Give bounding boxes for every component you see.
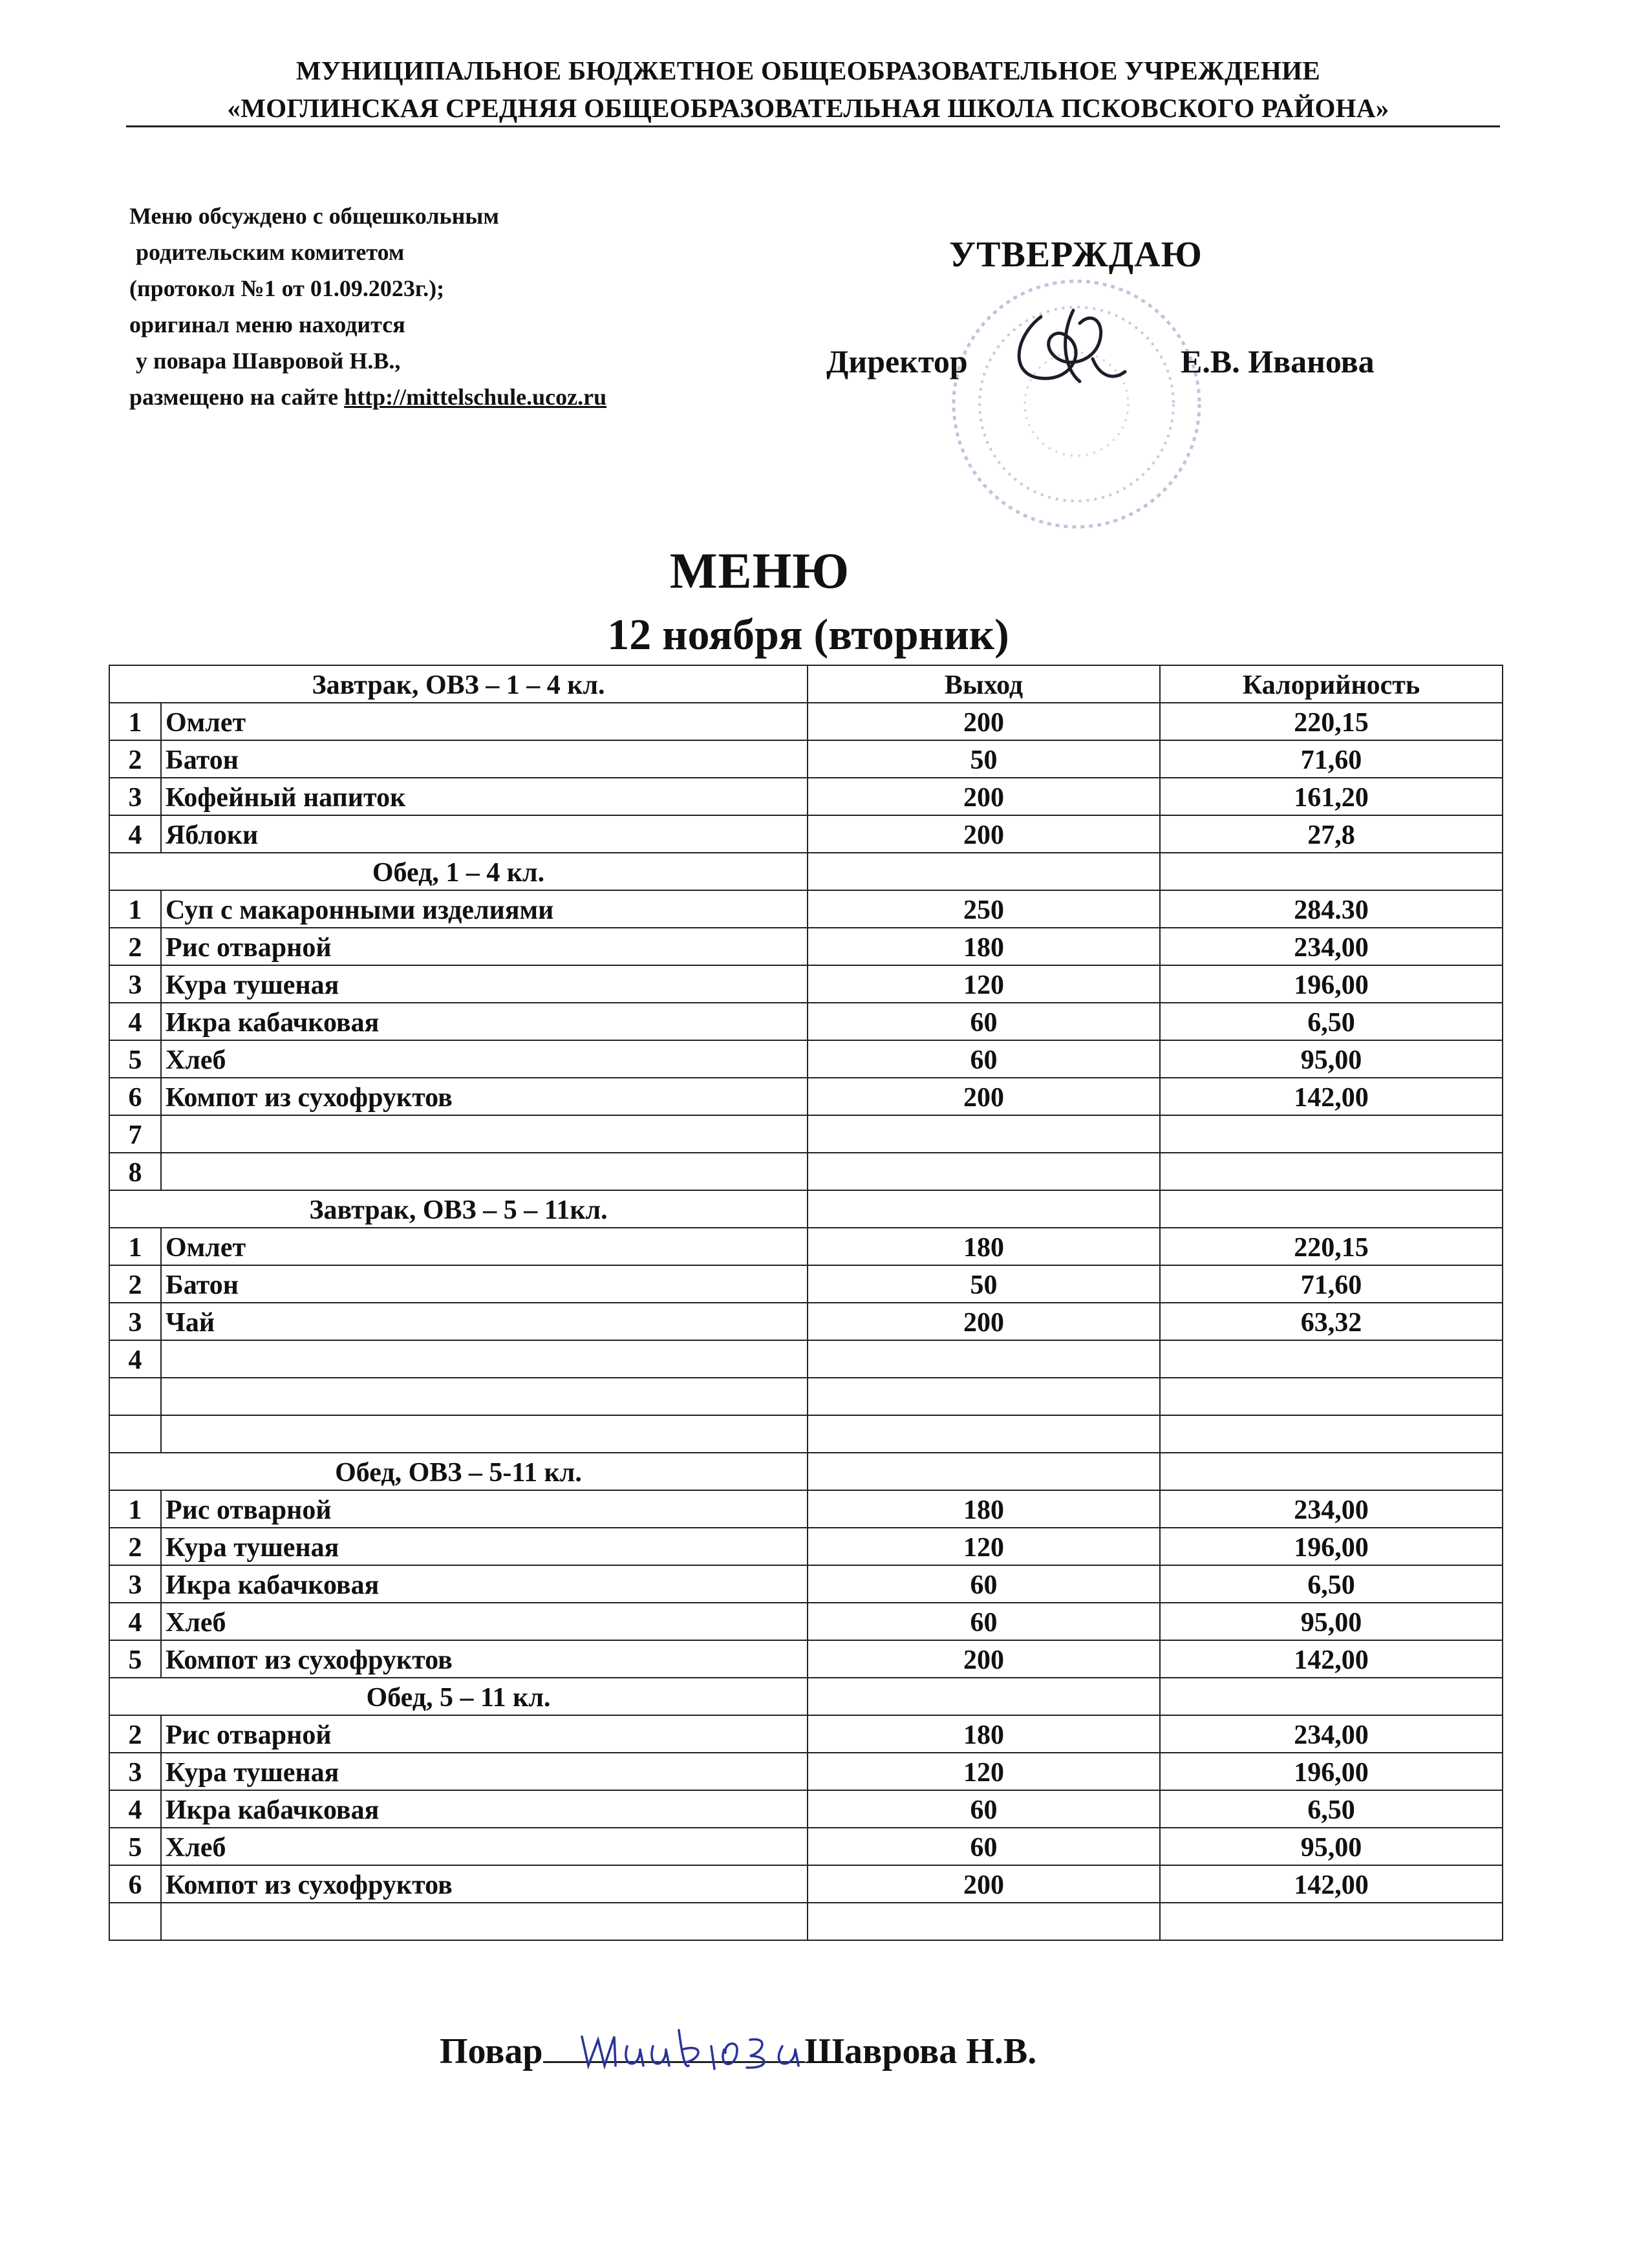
dish-name: [161, 1340, 808, 1378]
note-line-5: у повара Шавровой Н.В.,: [136, 348, 401, 374]
table-row: [109, 928, 1503, 965]
row-number: 4: [109, 1790, 161, 1828]
dish-calories: 161,20: [1160, 778, 1503, 815]
row-number: [109, 1415, 161, 1453]
row-number: 1: [109, 890, 161, 928]
row-number: 5: [109, 1640, 161, 1678]
director-role: Директор: [826, 343, 968, 380]
row-number: 3: [109, 1303, 161, 1340]
row-number: 3: [109, 778, 161, 815]
cook-signature-icon: [575, 2017, 808, 2075]
row-number: 1: [109, 1228, 161, 1265]
table-row: [109, 1753, 1503, 1790]
approve-title: УТВЕРЖДАЮ: [949, 235, 1203, 275]
director-signature-icon: [1002, 297, 1131, 394]
dish-output: 200: [808, 815, 1160, 853]
dish-output: 200: [808, 1303, 1160, 1340]
row-number: 5: [109, 1040, 161, 1078]
row-number: 3: [109, 1565, 161, 1603]
section-blank: [808, 1678, 1160, 1715]
section-blank: [808, 1453, 1160, 1490]
dish-output: 200: [808, 1078, 1160, 1115]
dish-name: Компот из сухофруктов: [161, 1640, 808, 1678]
dish-calories: 220,15: [1160, 1228, 1503, 1265]
dish-output: [808, 1115, 1160, 1153]
dish-output: 60: [808, 1828, 1160, 1865]
section-row: [109, 1453, 1503, 1490]
row-number: 2: [109, 1715, 161, 1753]
note-line-1: Меню обсуждено с общешкольным: [129, 203, 499, 229]
table-row: [109, 1265, 1503, 1303]
table-row: [109, 1303, 1503, 1340]
dish-output: 180: [808, 928, 1160, 965]
dish-calories: 284.30: [1160, 890, 1503, 928]
table-row: [109, 1228, 1503, 1265]
table-row: [109, 740, 1503, 778]
dish-name: Хлеб: [161, 1828, 808, 1865]
table-header-row: [109, 665, 1503, 703]
table-row: [109, 1378, 1503, 1415]
dish-name: Омлет: [161, 1228, 808, 1265]
note-line-2: родительским комитетом: [136, 239, 405, 265]
section-blank: [808, 853, 1160, 890]
dish-calories: [1160, 1115, 1503, 1153]
dish-output: 120: [808, 1753, 1160, 1790]
row-number: 1: [109, 703, 161, 740]
dish-calories: 95,00: [1160, 1828, 1503, 1865]
dish-name: Омлет: [161, 703, 808, 740]
institution-header: [123, 52, 1494, 127]
dish-name: Хлеб: [161, 1603, 808, 1640]
dish-calories: 6,50: [1160, 1003, 1503, 1040]
header-rule: [126, 125, 1500, 127]
dish-output: 180: [808, 1715, 1160, 1753]
section-row: [109, 1190, 1503, 1228]
section-title: Завтрак, ОВЗ – 1 – 4 кл.: [109, 665, 808, 703]
dish-output: 200: [808, 1640, 1160, 1678]
dish-output: 200: [808, 778, 1160, 815]
section-blank: [1160, 1453, 1503, 1490]
dish-name: Батон: [161, 1265, 808, 1303]
section-row: [109, 1678, 1503, 1715]
dish-output: 200: [808, 703, 1160, 740]
site-link[interactable]: http://mittelschule.ucoz.ru: [344, 384, 607, 410]
dish-calories: [1160, 1340, 1503, 1378]
row-number: 2: [109, 1265, 161, 1303]
dish-name: Икра кабачковая: [161, 1790, 808, 1828]
dish-name: Хлеб: [161, 1040, 808, 1078]
table-row: [109, 1153, 1503, 1190]
dish-name: [161, 1903, 808, 1940]
row-number: 3: [109, 965, 161, 1003]
section-blank: [1160, 853, 1503, 890]
section-blank: [808, 1190, 1160, 1228]
institution-line-1: МУНИЦИПАЛЬНОЕ БЮДЖЕТНОЕ ОБЩЕОБРАЗОВАТЕЛЬНОЕ УЧРЕЖДЕНИЕ: [295, 56, 1321, 85]
cook-label: Повар: [440, 2031, 543, 2071]
table-row: [109, 1415, 1503, 1453]
dish-name: Рис отварной: [161, 1715, 808, 1753]
note-line-4: оригинал меню находится: [129, 312, 405, 337]
column-header-output: Выход: [808, 665, 1160, 703]
dish-calories: 234,00: [1160, 1715, 1503, 1753]
dish-calories: [1160, 1378, 1503, 1415]
dish-name: Кофейный напиток: [161, 778, 808, 815]
dish-name: Компот из сухофруктов: [161, 1865, 808, 1903]
row-number: 2: [109, 1528, 161, 1565]
dish-name: Суп с макаронными изделиями: [161, 890, 808, 928]
dish-output: 250: [808, 890, 1160, 928]
column-header-calories: Калорийность: [1160, 665, 1503, 703]
section-title: Обед, 5 – 11 кл.: [109, 1678, 808, 1715]
dish-output: 60: [808, 1790, 1160, 1828]
dish-calories: 142,00: [1160, 1640, 1503, 1678]
row-number: 4: [109, 1340, 161, 1378]
section-title: Завтрак, ОВЗ – 5 – 11кл.: [109, 1190, 808, 1228]
row-number: [109, 1903, 161, 1940]
row-number: 6: [109, 1865, 161, 1903]
table-row: [109, 1078, 1503, 1115]
section-blank: [1160, 1678, 1503, 1715]
table-row: [109, 1865, 1503, 1903]
section-title: Обед, 1 – 4 кл.: [109, 853, 808, 890]
note-line-6: [129, 379, 606, 415]
dish-calories: 234,00: [1160, 1490, 1503, 1528]
table-row: [109, 965, 1503, 1003]
dish-calories: 95,00: [1160, 1040, 1503, 1078]
dish-output: 120: [808, 965, 1160, 1003]
approval-note: [129, 198, 606, 415]
table-row: [109, 1903, 1503, 1940]
row-number: 4: [109, 1003, 161, 1040]
document-date: 12 ноября (вторник): [607, 610, 1009, 659]
dish-output: [808, 1153, 1160, 1190]
table-row: [109, 1790, 1503, 1828]
table-row: [109, 1603, 1503, 1640]
row-number: 3: [109, 1753, 161, 1790]
dish-calories: 27,8: [1160, 815, 1503, 853]
dish-calories: 220,15: [1160, 703, 1503, 740]
table-row: [109, 1828, 1503, 1865]
table-row: [109, 1003, 1503, 1040]
row-number: 2: [109, 928, 161, 965]
dish-calories: 63,32: [1160, 1303, 1503, 1340]
row-number: 4: [109, 815, 161, 853]
dish-name: Кура тушеная: [161, 1528, 808, 1565]
dish-calories: 71,60: [1160, 740, 1503, 778]
dish-calories: 142,00: [1160, 1865, 1503, 1903]
dish-name: Яблоки: [161, 815, 808, 853]
table-row: [109, 815, 1503, 853]
dish-name: Батон: [161, 740, 808, 778]
dish-output: 60: [808, 1565, 1160, 1603]
table-row: [109, 778, 1503, 815]
table-row: [109, 890, 1503, 928]
menu-table: [109, 665, 1503, 1941]
dish-output: 50: [808, 1265, 1160, 1303]
dish-calories: 142,00: [1160, 1078, 1503, 1115]
dish-name: [161, 1378, 808, 1415]
dish-output: 60: [808, 1603, 1160, 1640]
dish-output: 200: [808, 1865, 1160, 1903]
dish-name: Кура тушеная: [161, 1753, 808, 1790]
table-row: [109, 1565, 1503, 1603]
table-row: [109, 1640, 1503, 1678]
row-number: 1: [109, 1490, 161, 1528]
cook-name: Шаврова Н.В.: [804, 2031, 1037, 2071]
row-number: 6: [109, 1078, 161, 1115]
dish-calories: 71,60: [1160, 1265, 1503, 1303]
document-title: МЕНЮ: [669, 542, 850, 599]
table-row: [109, 1115, 1503, 1153]
section-blank: [1160, 1190, 1503, 1228]
table-row: [109, 1340, 1503, 1378]
dish-output: 180: [808, 1490, 1160, 1528]
table-row: [109, 1528, 1503, 1565]
dish-calories: 234,00: [1160, 928, 1503, 965]
table-row: [109, 1715, 1503, 1753]
note-line-3: (протокол №1 от 01.09.2023г.);: [129, 275, 445, 301]
table-row: [109, 1490, 1503, 1528]
dish-name: Икра кабачковая: [161, 1565, 808, 1603]
table-row: [109, 703, 1503, 740]
site-prefix: размещено на сайте: [129, 384, 345, 410]
dish-output: [808, 1903, 1160, 1940]
dish-calories: [1160, 1153, 1503, 1190]
dish-calories: 6,50: [1160, 1565, 1503, 1603]
dish-name: [161, 1415, 808, 1453]
row-number: 4: [109, 1603, 161, 1640]
dish-calories: [1160, 1903, 1503, 1940]
dish-calories: 6,50: [1160, 1790, 1503, 1828]
row-number: 2: [109, 740, 161, 778]
dish-name: [161, 1115, 808, 1153]
dish-output: 60: [808, 1003, 1160, 1040]
dish-name: Рис отварной: [161, 1490, 808, 1528]
row-number: 7: [109, 1115, 161, 1153]
dish-output: 180: [808, 1228, 1160, 1265]
institution-line-2: «МОГЛИНСКАЯ СРЕДНЯЯ ОБЩЕОБРАЗОВАТЕЛЬНАЯ ШКОЛА ПСКОВСКОГО РАЙОНА»: [227, 93, 1389, 123]
dish-output: [808, 1340, 1160, 1378]
dish-output: 120: [808, 1528, 1160, 1565]
dish-name: Икра кабачковая: [161, 1003, 808, 1040]
table-row: [109, 1040, 1503, 1078]
dish-calories: 196,00: [1160, 965, 1503, 1003]
dish-name: Кура тушеная: [161, 965, 808, 1003]
section-title: Обед, ОВЗ – 5-11 кл.: [109, 1453, 808, 1490]
dish-output: 50: [808, 740, 1160, 778]
dish-name: Компот из сухофруктов: [161, 1078, 808, 1115]
dish-output: [808, 1378, 1160, 1415]
dish-calories: 196,00: [1160, 1753, 1503, 1790]
row-number: [109, 1378, 161, 1415]
row-number: 8: [109, 1153, 161, 1190]
dish-output: [808, 1415, 1160, 1453]
section-row: [109, 853, 1503, 890]
dish-calories: 95,00: [1160, 1603, 1503, 1640]
row-number: 5: [109, 1828, 161, 1865]
dish-name: Чай: [161, 1303, 808, 1340]
dish-calories: 196,00: [1160, 1528, 1503, 1565]
dish-output: 60: [808, 1040, 1160, 1078]
dish-calories: [1160, 1415, 1503, 1453]
director-name: Е.В. Иванова: [1181, 343, 1375, 380]
dish-name: [161, 1153, 808, 1190]
dish-name: Рис отварной: [161, 928, 808, 965]
